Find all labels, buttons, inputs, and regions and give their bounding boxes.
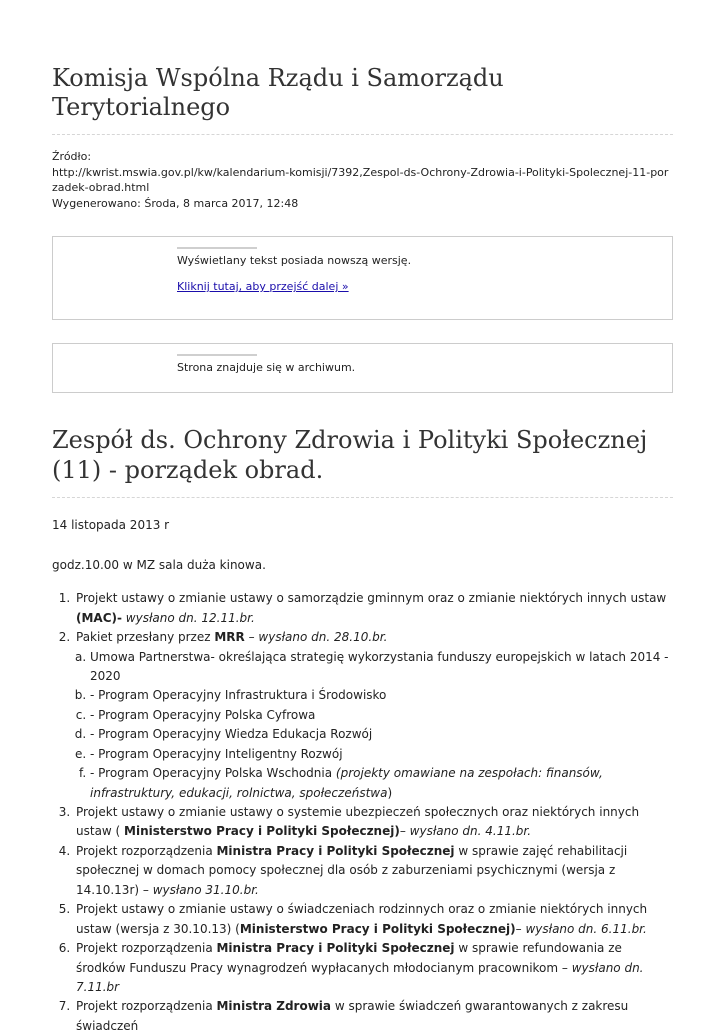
version-notice-text: Wyświetlany tekst posiada nowszą wersję. <box>177 254 412 268</box>
meeting-place: godz.10.00 w MZ sala duża kinowa. <box>52 557 266 572</box>
archive-notice <box>52 343 673 393</box>
item-italic: – wysłano dn. 28.10.br. <box>244 630 388 645</box>
agenda-sublist <box>76 648 673 804</box>
item-text: Projekt rozporządzenia <box>76 999 217 1014</box>
item-bold: Ministra Pracy i Polityki Społecznej <box>216 843 455 858</box>
item-text: Projekt rozporządzenia <box>76 941 217 956</box>
agenda-item <box>74 900 673 939</box>
item-italic: wysłano dn. 7.11.br <box>76 960 644 994</box>
agenda-item <box>74 589 673 628</box>
site-title: Komisja Wspólna Rządu i Samorządu Terytorialnego <box>52 64 504 121</box>
item-bold: Ministerstwo Pracy i Polityki Społecznej) <box>239 921 516 936</box>
source-label: Źródło: <box>52 149 92 163</box>
article-title: Zespół ds. Ochrony Zdrowia i Polityki Społecznej (11) - porządek obrad. <box>52 426 648 485</box>
item-text: Projekt ustawy o zmianie ustawy o świadczeniach rodzinnych oraz o zmianie niektórych innych ustaw (wersja z 30.10.13) ( <box>76 902 648 936</box>
agenda-subitem <box>90 764 673 803</box>
item-italic: wysłano dn. 12.11.br. <box>121 610 255 625</box>
item-bold: Ministra Pracy i Polityki Społecznej <box>216 941 455 956</box>
agenda-item <box>74 628 673 803</box>
agenda-list <box>52 589 673 1036</box>
agenda-item <box>74 997 673 1036</box>
newer-version-link[interactable]: Kliknij tutaj, aby przejść dalej » <box>177 280 349 294</box>
notice-bar <box>177 247 257 249</box>
item-text-2: w sprawie refundowania ze środków Funduszu Pracy wynagrodzeń wypłacanych młodocianym pracownikom – <box>76 941 622 975</box>
subitem-end: ) <box>387 785 393 800</box>
agenda-subitem: c. - Program Operacyjny Polska Cyfrowa <box>90 706 673 725</box>
title-divider <box>52 497 673 498</box>
item-bold: (MAC)- <box>76 610 122 625</box>
archive-notice-text: Strona znajduje się w archiwum. <box>177 361 356 375</box>
version-notice <box>52 236 673 320</box>
agenda-subitem: e. - Program Operacyjny Inteligentny Rozwój <box>90 745 673 764</box>
item-text: Projekt ustawy o zmianie ustawy o systemie ubezpieczeń społecznych oraz niektórych innych ustaw ( <box>76 805 640 839</box>
item-italic: wysłano 31.10.br. <box>152 882 259 897</box>
item-italic: – wysłano dn. 4.11.br. <box>399 824 532 839</box>
item-text: Projekt ustawy o zmianie ustawy o samorządzie gminnym oraz o zmianie niektórych innych ustaw <box>76 591 667 606</box>
source-meta <box>52 149 673 213</box>
subitem-italic: (projekty omawiane na zespołach: finansów, infrastruktury, edukacji, rolnictwa, społeczeństwa <box>90 766 603 800</box>
item-text: Projekt rozporządzenia <box>76 843 217 858</box>
agenda-subitem: b. - Program Operacyjny Infrastruktura i Środowisko <box>90 686 673 705</box>
header-divider <box>52 134 673 135</box>
generated-date: Wygenerowano: Środa, 8 marca 2017, 12:48 <box>52 197 299 211</box>
agenda-item <box>74 842 673 900</box>
agenda-item <box>74 803 673 842</box>
item-bold: Ministerstwo Pracy i Polityki Społecznej) <box>124 824 400 839</box>
item-bold: MRR <box>214 630 245 645</box>
item-text-2: w sprawie świadczeń gwarantowanych z zakresu świadczeń <box>76 999 629 1033</box>
item-text-2: w sprawie zajęć rehabilitacji społecznej w domach pomocy społecznej dla osób z zaburzeniami psychicznymi (wersja z 14.10.13r) – <box>76 843 628 897</box>
item-text: Pakiet przesłany przez <box>76 630 215 645</box>
notice-bar <box>177 354 257 356</box>
agenda-item <box>74 939 673 997</box>
subitem-text: - Program Operacyjny Polska Wschodnia <box>90 766 336 781</box>
item-italic: – wysłano dn. 6.11.br. <box>515 921 647 936</box>
item-bold: Ministra Zdrowia <box>216 999 332 1014</box>
agenda-subitem: d. - Program Operacyjny Wiedza Edukacja Rozwój <box>90 725 673 744</box>
agenda-subitem: a. Umowa Partnerstwa- określająca strategię wykorzystania funduszy europejskich w latach 2014 - 2020 <box>90 648 673 687</box>
article-date: 14 listopada 2013 r <box>52 518 170 533</box>
source-url: http://kwrist.mswia.gov.pl/kw/kalendarium-komisji/7392,Zespol-ds-Ochrony-Zdrowia-i-Polityki-Spolecznej-11-porzadek-obrad.html <box>52 165 669 195</box>
